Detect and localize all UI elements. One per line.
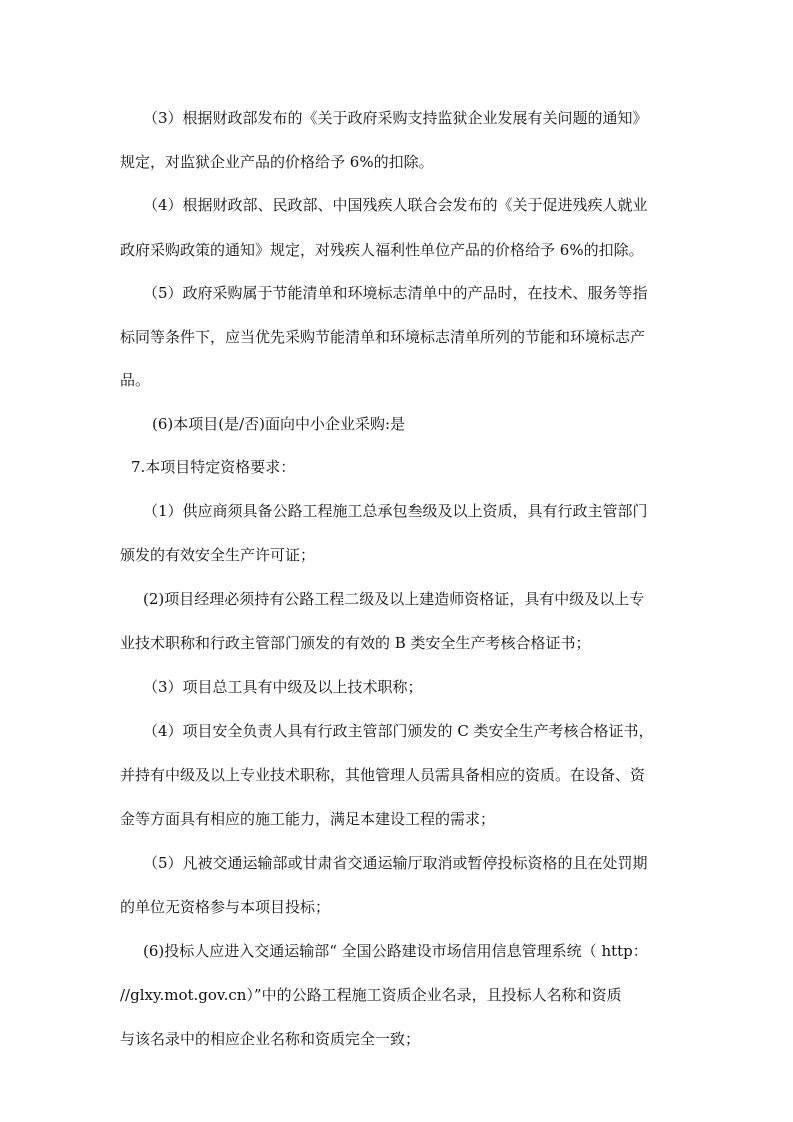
text-line: 金等方面具有相应的施工能力，满足本建设工程的需求； xyxy=(120,810,496,828)
text-line: 业技术职称和行政主管部门颁发的有效的 B 类安全生产考核合格证书； xyxy=(120,634,591,652)
text-line: 政府采购政策的通知》规定，对残疾人福利性单位产品的价格给予 6%的扣除。 xyxy=(120,241,644,259)
text-line: （3）根据财政部发布的《关于政府采购支持监狱企业发展有关问题的通知》 xyxy=(143,109,648,127)
text-line: 标同等条件下，应当优先采购节能清单和环境标志清单所列的节能和环境标志产 xyxy=(120,328,646,346)
text-line: 颁发的有效安全生产许可证； xyxy=(120,546,316,564)
text-line: (6)投标人应进入交通运输部“ 全国公路建设市场信用信息管理系统（ http： xyxy=(143,942,648,960)
text-line: （1）供应商须具备公路工程施工总承包叁级及以上资质，具有行政主管部门 xyxy=(143,502,648,520)
text-line: （5）政府采购属于节能清单和环境标志清单中的产品时，在技术、服务等指 xyxy=(143,284,648,302)
section-heading: 7.本项目特定资格要求： xyxy=(131,458,296,476)
text-line: //glxy.mot.gov.cn）”中的公路工程施工资质企业名录，且投标人名称和资质 xyxy=(120,986,622,1004)
text-line: （4）根据财政部、民政部、中国残疾人联合会发布的《关于促进残疾人就业 xyxy=(143,196,648,214)
text-line: 规定，对监狱企业产品的价格给予 6%的扣除。 xyxy=(120,153,434,171)
text-line: （3）项目总工具有中级及以上技术职称； xyxy=(143,678,423,696)
text-line: (6)本项目(是/否)面向中小企业采购:是 xyxy=(152,415,406,433)
text-line: 的单位无资格参与本项目投标； xyxy=(120,898,331,916)
text-line: （4）项目安全负责人具有行政主管部门颁发的 C 类安全生产考核合格证书， xyxy=(143,722,654,740)
text-line: 品。 xyxy=(120,371,151,389)
text-line: （5）凡被交通运输部或甘肃省交通运输厅取消或暂停投标资格的且在处罚期 xyxy=(143,854,648,872)
text-line: 与该名录中的相应企业名称和资质完全一致； xyxy=(120,1030,421,1048)
text-line: 并持有中级及以上专业技术职称，其他管理人员需具备相应的资质。在设备、资 xyxy=(120,766,646,784)
text-line: (2)项目经理必须持有公路工程二级及以上建造师资格证，具有中级及以上专 xyxy=(143,590,645,608)
